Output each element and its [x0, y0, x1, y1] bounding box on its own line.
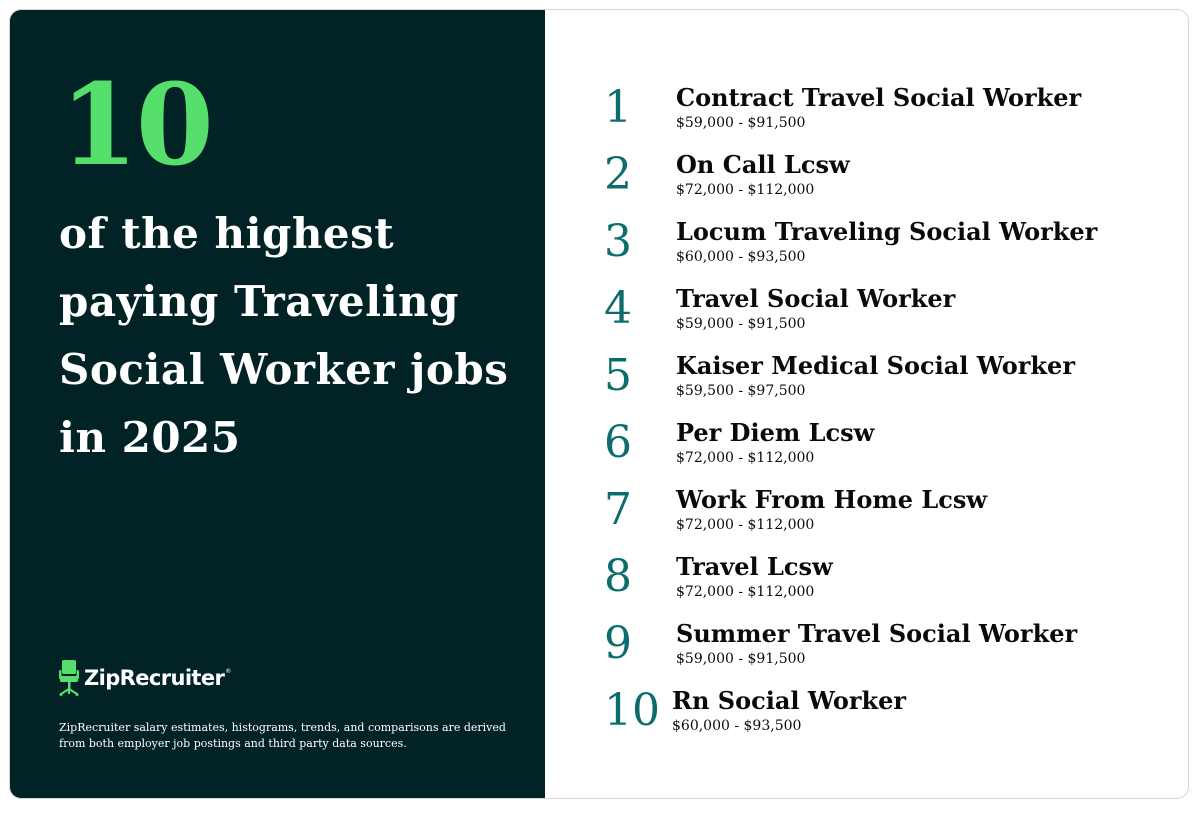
job-rank: 3 [604, 216, 632, 267]
headline-line: Social Worker jobs [59, 345, 509, 394]
list-item [604, 214, 1164, 278]
headline [59, 200, 519, 472]
job-title: Rn Social Worker [672, 686, 907, 715]
job-salary: $72,000 - $112,000 [676, 517, 815, 533]
job-rank: 6 [604, 417, 632, 468]
ziprecruiter-logo [58, 660, 231, 696]
job-salary: $59,000 - $91,500 [676, 316, 806, 332]
job-title: Kaiser Medical Social Worker [676, 351, 1075, 380]
list-item [604, 281, 1164, 345]
job-title: On Call Lcsw [676, 150, 850, 179]
disclaimer-text: ZipRecruiter salary estimates, histograms, trends, and comparisons are derived from both employer job postings and third party data sources. [59, 721, 506, 750]
list-item [604, 482, 1164, 546]
job-rank: 5 [604, 350, 632, 401]
registered-mark: ® [225, 668, 232, 675]
brand-name: ZipRecruiter [84, 666, 225, 690]
headline-line: paying Traveling [59, 277, 459, 326]
headline-line: of the highest [59, 209, 395, 258]
job-title: Locum Traveling Social Worker [676, 217, 1098, 246]
job-rank: 7 [604, 484, 632, 535]
list-item [604, 549, 1164, 613]
salary-card [9, 9, 1189, 799]
left-panel [10, 10, 545, 799]
job-rank: 4 [604, 283, 632, 334]
list-item [604, 415, 1164, 479]
list-item [604, 616, 1164, 680]
list-item [604, 348, 1164, 412]
job-title: Travel Lcsw [676, 552, 833, 581]
job-salary: $60,000 - $93,500 [672, 718, 802, 734]
job-salary: $59,000 - $91,500 [676, 115, 806, 131]
headline-line: in 2025 [59, 413, 241, 462]
job-title: Per Diem Lcsw [676, 418, 875, 447]
job-rank: 8 [604, 551, 632, 602]
list-item [604, 80, 1164, 144]
job-rank: 10 [604, 685, 660, 736]
chair-icon [58, 660, 80, 696]
job-title: Travel Social Worker [676, 284, 956, 313]
job-salary: $60,000 - $93,500 [676, 249, 806, 265]
job-salary: $72,000 - $112,000 [676, 584, 815, 600]
job-title: Work From Home Lcsw [676, 485, 988, 514]
job-rank: 9 [604, 618, 632, 669]
job-rank: 1 [604, 82, 632, 133]
job-rank: 2 [604, 149, 632, 200]
list-item [604, 683, 1164, 747]
job-salary: $72,000 - $112,000 [676, 182, 815, 198]
job-salary: $59,000 - $91,500 [676, 651, 806, 667]
job-salary: $59,500 - $97,500 [676, 383, 806, 399]
job-title: Contract Travel Social Worker [676, 83, 1082, 112]
list-item [604, 147, 1164, 211]
job-salary: $72,000 - $112,000 [676, 450, 815, 466]
job-title: Summer Travel Social Worker [676, 619, 1078, 648]
hero-number: 10 [60, 60, 212, 191]
